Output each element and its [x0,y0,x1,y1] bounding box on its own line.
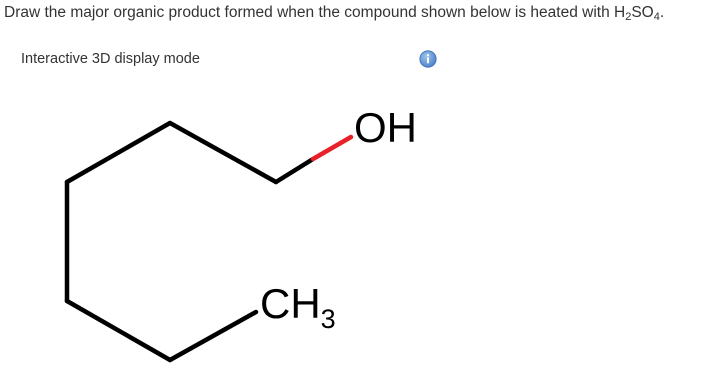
question-subscript-h: 2 [625,11,632,23]
display-mode-label: Interactive 3D display mode [21,51,200,67]
hydroxyl-label: OH [354,104,417,151]
bond-c2-c3 [67,123,170,182]
methyl-ch: CH [260,280,321,327]
question-subscript-so: 4 [653,11,660,23]
bond-c4-c5 [67,301,170,360]
bond-c5-c6 [170,312,256,360]
bond-c1-o-oxygen-half [313,137,351,159]
bond-c1-o-carbon-half [276,159,313,182]
carbon-skeleton [67,123,276,360]
question-suffix: . [659,4,665,21]
bond-c1-c2 [170,123,276,182]
question-prefix: Draw the major organic product formed when the compound shown below is heated with H [4,4,626,21]
question-mid: SO [631,4,654,21]
methyl-label [260,280,336,334]
methyl-subscript: 3 [320,304,336,334]
